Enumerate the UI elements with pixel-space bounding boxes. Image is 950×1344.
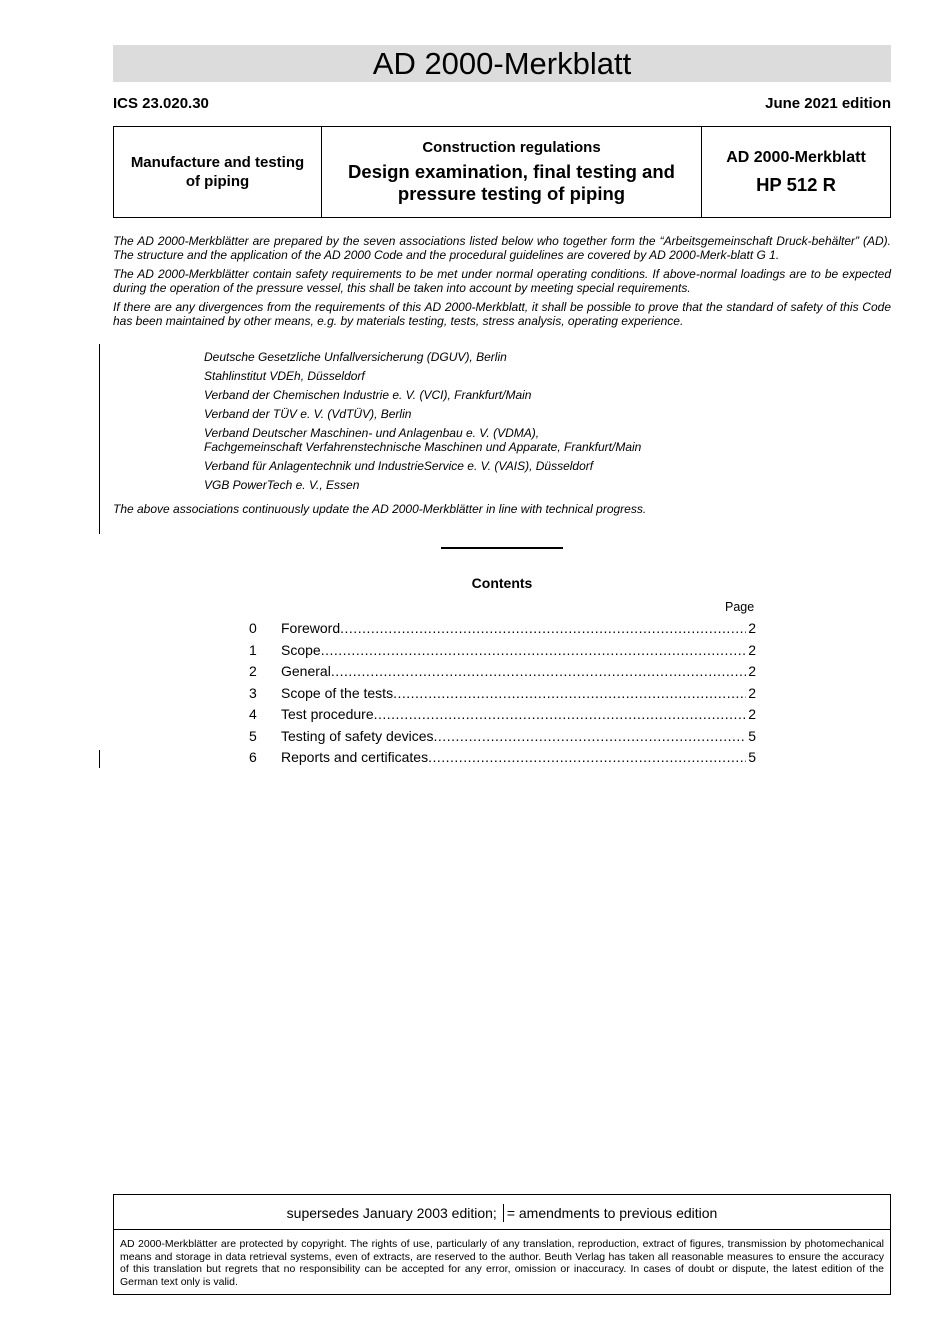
associations-list <box>204 350 641 497</box>
toc-entry-test-procedure[interactable]: 4 Test procedure ..... 2 <box>249 706 756 728</box>
association-item: Verband für Anlagentechnik und IndustrieService e. V. (VAIS), Düsseldorf <box>204 459 594 473</box>
toc-entry-safety-devices[interactable]: 5 Testing of safety devices ..... 5 <box>249 728 756 750</box>
association-item: Deutsche Gesetzliche Unfallversicherung (DGUV), Berlin <box>204 350 507 364</box>
supersedes-note <box>114 1195 890 1230</box>
footer-box <box>113 1194 891 1295</box>
toc-entry-general[interactable]: 2 General ..... 2 <box>249 663 756 685</box>
document-code: HP 512 R <box>756 173 836 195</box>
intro-text <box>113 234 891 333</box>
intro-paragraph: The AD 2000-Merkblätter contain safety requirements to be met under normal operating conditions. If above-normal loadings are to be expected during the operation of the pressure vessel, this shall be taken into account by meeting special requirements. <box>113 267 891 295</box>
intro-paragraph: The AD 2000-Merkblätter are prepared by the seven associations listed below who together form the “Arbeitsgemeinschaft Druck-behälter” (AD). The structure and the application of the AD 2000 Code and the procedural guidelines are covered by AD 2000-Merk-blatt G 1. <box>113 234 891 262</box>
separator-line <box>441 547 563 549</box>
main-title: Design examination, final testing and pressure testing of piping <box>348 161 675 204</box>
meta-row <box>113 95 891 112</box>
association-item: VGB PowerTech e. V., Essen <box>204 478 360 492</box>
series-label: AD 2000-Merkblatt <box>726 148 866 166</box>
document-title: AD 2000-Merkblatt <box>113 45 891 82</box>
closing-statement: The above associations continuously update the AD 2000-Merkblätter in line with technical progress. <box>113 502 647 516</box>
association-item: Verband der TÜV e. V. (VdTÜV), Berlin <box>204 407 412 421</box>
table-of-contents <box>249 620 756 771</box>
intro-paragraph: If there are any divergences from the requirements of this AD 2000-Merkblatt, it shall be possible to prove that the standard of safety of this Code has been maintained by other means, e.g. by materials testing, tests, stress analysis, operating experience. <box>113 300 891 328</box>
edition-date: June 2021 edition <box>765 95 891 112</box>
title-cell <box>322 127 702 217</box>
association-item <box>204 426 641 454</box>
association-item: Verband der Chemischen Industrie e. V. (VCI), Frankfurt/Main <box>204 388 532 402</box>
ics-code: ICS 23.020.30 <box>113 95 209 112</box>
toc-entry-reports[interactable]: 6 Reports and certificates ..... 5 <box>249 749 756 771</box>
copyright-notice: AD 2000-Merkblätter are protected by copyright. The rights of use, particularly of any translation, reproduction, extract of figures, transmission by photomechanical means and storage in data retrieval systems, even of extracts, are reserved to the author. Beuth Verlag has taken all reasonable measures to ensure the accuracy of this translation but regrets that no responsibility can be accepted for any error, omission or inaccuracy. In cases of doubt or dispute, the latest edition of the German text only is valid. <box>120 1238 884 1288</box>
contents-heading: Contents <box>471 575 533 591</box>
category-label: Construction regulations <box>422 139 601 156</box>
amendment-bar-legend <box>503 1204 504 1222</box>
title-block <box>113 126 891 218</box>
association-line: Fachgemeinschaft Verfahrenstechnische Maschinen und Apparate, Frankfurt/Main <box>204 440 642 454</box>
toc-entry-foreword[interactable]: 0 Foreword ..... 2 <box>249 620 756 642</box>
subject-cell: Manufacture and testing of piping <box>114 127 322 217</box>
amendments-legend: = amendments to previous edition <box>506 1205 718 1221</box>
page-column-label: Page <box>725 600 755 614</box>
code-cell <box>702 127 890 217</box>
amendment-bar <box>99 750 100 768</box>
association-line: Verband Deutscher Maschinen- und Anlagenbau e. V. (VDMA), <box>204 426 540 440</box>
toc-entry-scope[interactable]: 1 Scope ..... 2 <box>249 642 756 664</box>
association-item: Stahlinstitut VDEh, Düsseldorf <box>204 369 365 383</box>
supersedes-text: supersedes January 2003 edition; <box>286 1205 497 1221</box>
amendment-bar <box>99 344 100 534</box>
toc-entry-scope-of-tests[interactable]: 3 Scope of the tests ..... 2 <box>249 685 756 707</box>
